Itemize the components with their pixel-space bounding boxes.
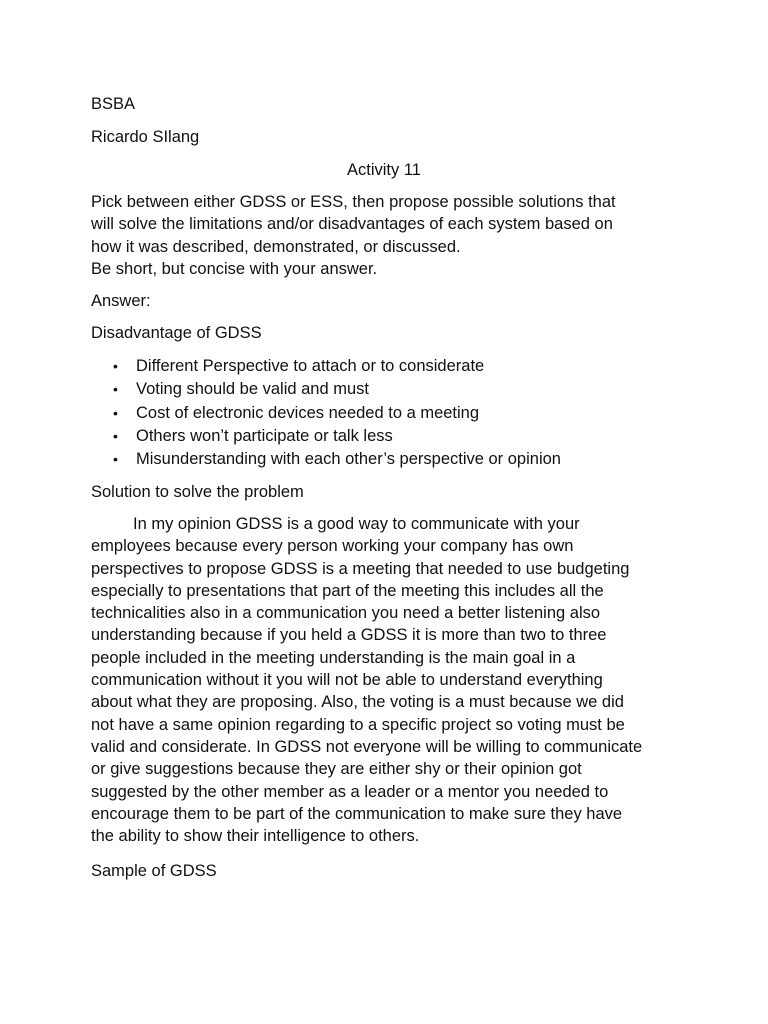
program-label: BSBA (91, 95, 136, 113)
paragraph-line: about what they are proposing. Also, the voting is a must because we did (91, 693, 624, 712)
solution-paragraph (91, 513, 691, 847)
sample-heading: Sample of GDSS (91, 862, 217, 880)
paragraph-line: the ability to show their intelligence to others. (91, 827, 420, 846)
student-name: Ricardo SIlang (91, 128, 200, 146)
disadvantage-list (91, 355, 561, 471)
paragraph-line: perspectives to propose GDSS is a meeting that needed to use budgeting (91, 559, 630, 578)
paragraph-line: people included in the meeting understanding is the main goal in a (91, 648, 576, 667)
paragraph-line: technicalities also in a communication you need a better listening also (91, 604, 601, 623)
paragraph-line: understanding because if you held a GDSS it is more than two to three (91, 626, 607, 645)
answer-label: Answer: (91, 292, 151, 310)
instruction-line: Pick between either GDSS or ESS, then propose possible solutions that (91, 193, 616, 211)
paragraph-line: or give suggestions because they are either shy or their opinion got (91, 760, 582, 779)
activity-title: Activity 11 (347, 161, 421, 179)
paragraph-line: not have a same opinion regarding to a specific project so voting must be (91, 715, 625, 734)
instruction-line: Be short, but concise with your answer. (91, 259, 378, 278)
list-item-text: Misunderstanding with each other’s perspective or opinion (136, 450, 561, 469)
bullet-icon: • (113, 427, 118, 444)
solution-heading: Solution to solve the problem (91, 483, 304, 501)
disadvantage-heading: Disadvantage of GDSS (91, 324, 262, 342)
list-item-text: Cost of electronic devices needed to a meeting (136, 403, 480, 422)
list-item (91, 378, 561, 401)
list-item (91, 402, 561, 425)
bullet-icon: • (113, 358, 118, 374)
instruction-line: how it was described, demonstrated, or discussed. (91, 237, 461, 256)
instruction-line: will solve the limitations and/or disadvantages of each system based on (91, 215, 613, 234)
paragraph-line: employees because every person working your company has own (91, 537, 574, 556)
list-item (91, 425, 561, 448)
paragraph-line: encourage them to be part of the communication to make sure they have (91, 804, 623, 823)
list-item-text: Different Perspective to attach or to considerate (136, 357, 485, 375)
list-item-text: Voting should be valid and must (136, 380, 369, 399)
paragraph-line: In my opinion GDSS is a good way to communicate with your (133, 515, 580, 533)
instructions-paragraph (91, 191, 691, 280)
bullet-icon: • (113, 404, 118, 421)
paragraph-line: communication without it you will not be able to understand everything (91, 671, 603, 690)
paragraph-line: valid and considerate. In GDSS not everyone will be willing to communicate (91, 737, 643, 756)
bullet-icon: • (113, 381, 118, 398)
paragraph-line: suggested by the other member as a leader or a mentor you needed to (91, 782, 609, 801)
list-item (91, 448, 561, 471)
bullet-icon: • (113, 451, 118, 468)
list-item (91, 355, 561, 378)
list-item-text: Others won’t participate or talk less (136, 426, 393, 445)
paragraph-line: especially to presentations that part of the meeting this includes all the (91, 581, 604, 600)
